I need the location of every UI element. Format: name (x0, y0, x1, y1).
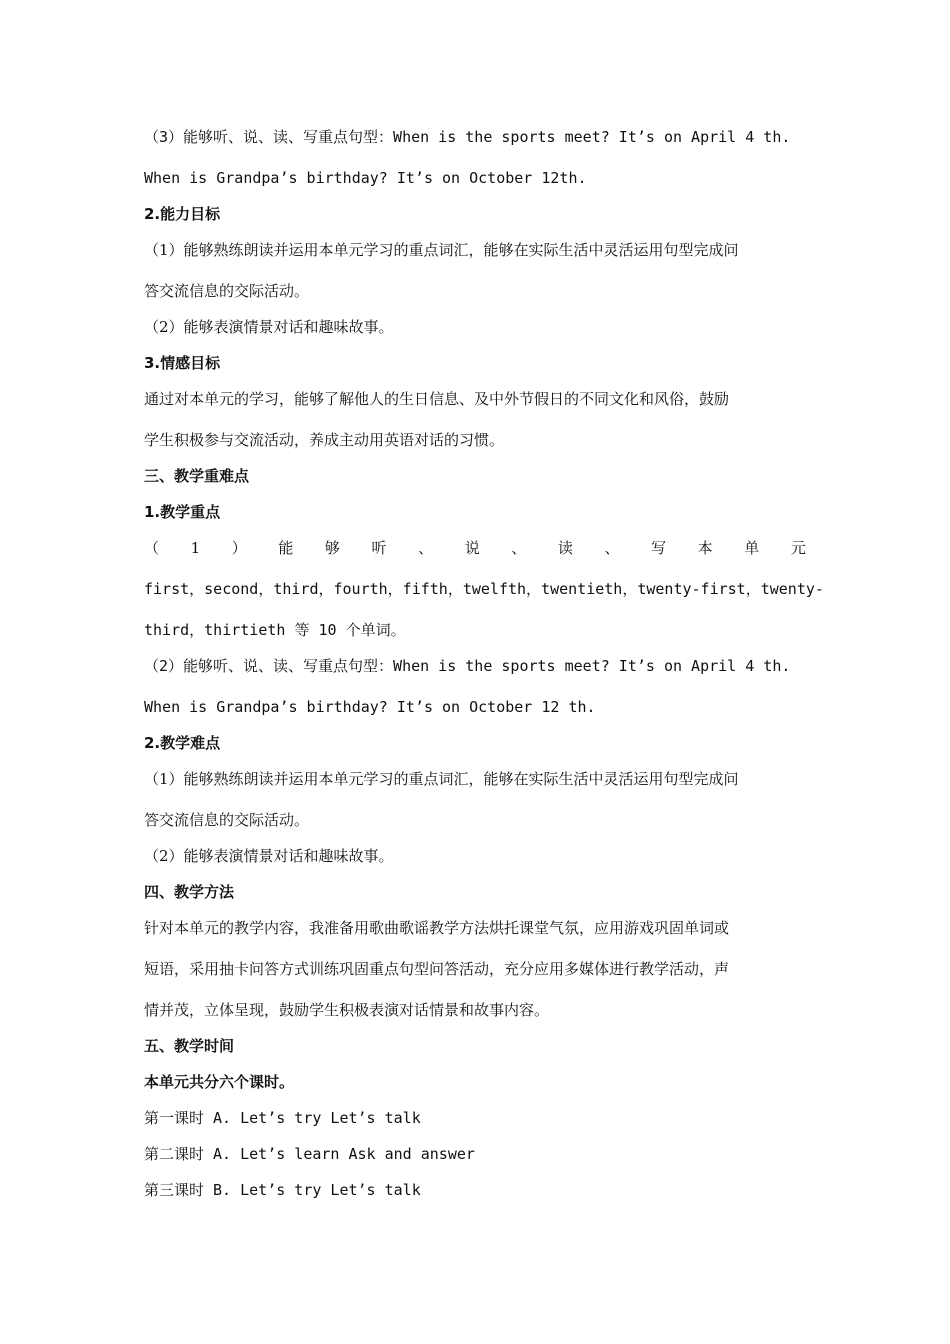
key-point-char: 、 (418, 539, 434, 557)
key-point-char: 本 (697, 539, 713, 557)
key-point-1-line-1 (144, 538, 806, 558)
total-lessons-note: 本单元共分六个课时。 (144, 1073, 295, 1091)
key-point-2-line-1: （2）能够听、说、读、写重点句型：When is the sports meet? It’s on April 4 th. (144, 657, 791, 675)
difficult-point-2: （2）能够表演情景对话和趣味故事。 (144, 847, 394, 865)
heading-teaching-key-points: 1.教学重点 (144, 503, 221, 521)
key-point-char: 读 (557, 539, 573, 557)
objective-sentence-line-2: When is Grandpa’s birthday? It’s on October 12th. (144, 169, 587, 187)
heading-teaching-difficult-points: 2.教学难点 (144, 734, 221, 752)
key-point-char: 、 (511, 539, 527, 557)
heading-emotion-goals: 3.情感目标 (144, 354, 221, 372)
teaching-method-line-2: 短语，采用抽卡问答方式训练巩固重点句型问答活动，充分应用多媒体进行教学活动，声 (144, 960, 730, 978)
ability-goal-1-line-2: 答交流信息的交际活动。 (144, 282, 310, 300)
teaching-method-line-3: 情并茂，立体呈现，鼓励学生积极表演对话情景和故事内容。 (144, 1001, 550, 1019)
difficult-point-1-line-1: （1）能够熟练朗读并运用本单元学习的重点词汇，能够在实际生活中灵活运用句型完成问 (144, 770, 739, 788)
lesson-2: 第二课时 A. Let’s learn Ask and answer (144, 1145, 475, 1163)
ability-goal-1-line-1: （1）能够熟练朗读并运用本单元学习的重点词汇，能够在实际生活中灵活运用句型完成问 (144, 241, 739, 259)
heading-key-difficult-points: 三、教学重难点 (144, 467, 250, 485)
key-point-char: 写 (651, 539, 667, 557)
heading-teaching-methods: 四、教学方法 (144, 883, 235, 901)
lesson-3: 第三课时 B. Let’s try Let’s talk (144, 1181, 421, 1199)
key-point-char: 单 (744, 539, 760, 557)
objective-sentence-line-1: （3）能够听、说、读、写重点句型：When is the sports meet? It’s on April 4 th. (144, 128, 791, 146)
key-point-1-line-2: first，second，third，fourth，fifth，twelfth，twentieth，twenty-first，twenty- (144, 580, 824, 598)
key-point-char: 说 (464, 539, 480, 557)
ability-goal-2: （2）能够表演情景对话和趣味故事。 (144, 318, 394, 336)
lesson-1: 第一课时 A. Let’s try Let’s talk (144, 1109, 421, 1127)
teaching-method-line-1: 针对本单元的教学内容，我准备用歌曲歌谣教学方法烘托课堂气氛，应用游戏巩固单词或 (144, 919, 730, 937)
emotion-goal-line-2: 学生积极参与交流活动，养成主动用英语对话的习惯。 (144, 431, 505, 449)
key-point-char: 元 (790, 539, 806, 557)
key-point-char: （ (144, 539, 160, 557)
emotion-goal-line-1: 通过对本单元的学习，能够了解他人的生日信息、及中外节假日的不同文化和风俗，鼓励 (144, 390, 730, 408)
heading-ability-goals: 2.能力目标 (144, 205, 221, 223)
key-point-1-line-3: third，thirtieth 等 10 个单词。 (144, 621, 406, 639)
key-point-char: 、 (604, 539, 620, 557)
key-point-char: 1 (190, 539, 201, 557)
key-point-char: 能 (278, 539, 294, 557)
key-point-char: ） (231, 539, 247, 557)
difficult-point-1-line-2: 答交流信息的交际活动。 (144, 811, 310, 829)
key-point-2-line-2: When is Grandpa’s birthday? It’s on October 12 th. (144, 698, 596, 716)
key-point-char: 够 (324, 539, 340, 557)
heading-teaching-time: 五、教学时间 (144, 1037, 235, 1055)
key-point-char: 听 (371, 539, 387, 557)
